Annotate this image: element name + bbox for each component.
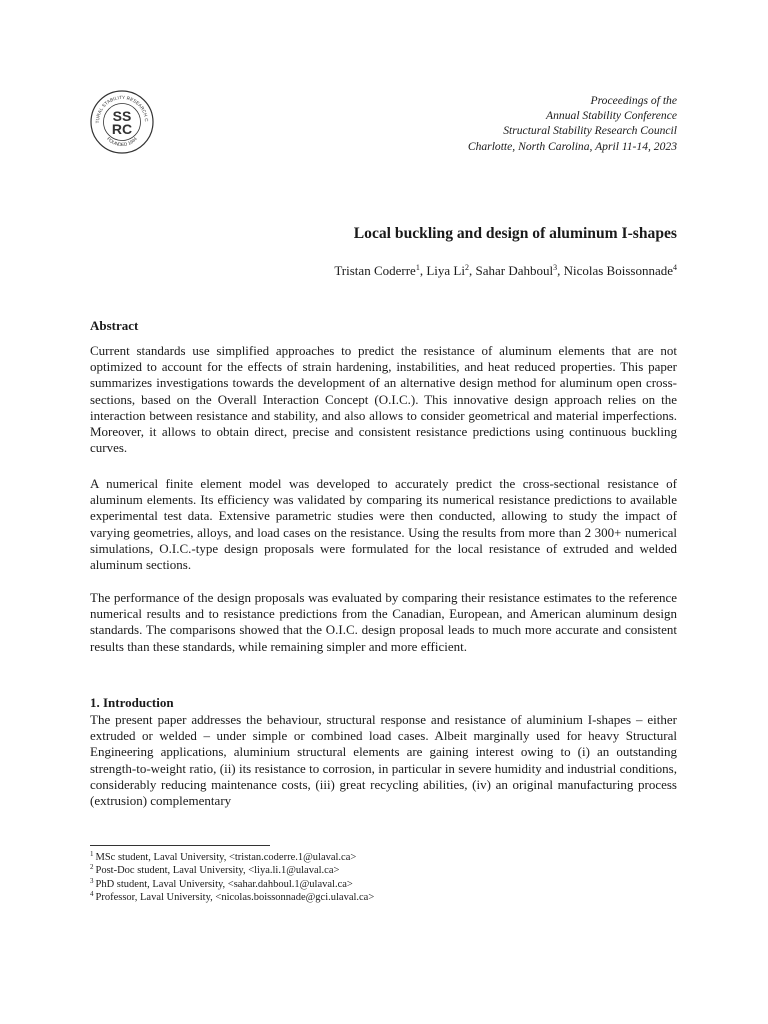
- footnotes: [90, 851, 650, 905]
- footnote-text: PhD student, Laval University, <sahar.dahboul.1@ulaval.ca>: [95, 878, 353, 890]
- footnote-mark: 2: [90, 863, 94, 872]
- author-separator: ,: [419, 263, 427, 278]
- footnote-mark: 4: [90, 890, 94, 899]
- footnote-text: MSc student, Laval University, <tristan.coderre.1@ulaval.ca>: [95, 852, 357, 863]
- author-mark: 2: [464, 263, 469, 272]
- introduction-heading: 1. Introduction: [90, 695, 174, 710]
- author-name: Liya Li: [426, 263, 465, 278]
- footnote-mark: 1: [90, 850, 94, 858]
- author-mark: 3: [553, 263, 558, 272]
- footnote: [90, 864, 650, 877]
- header-line: Charlotte, North Carolina, April 11-14, 2023: [467, 139, 677, 153]
- footnote-separator: [90, 845, 270, 846]
- author-name: Tristan Coderre: [334, 263, 416, 278]
- abstract-heading: Abstract: [90, 318, 139, 333]
- abstract-paragraph: Current standards use simplified approaches to predict the resistance of aluminum elements that are not optimized to account for the effects of strain hardening, instabilities, and heat reduced properties. This paper summarizes investigations towards the development of an alternative design method for aluminum open cross-sections, based on the Overall Interaction Concept (O.I.C.). This innovative design approach relies on the interaction between resistance and stability, and also allows to consider geometrical and material imperfections. Moreover, it allows to obtain direct, precise and consistent resistance predictions using continuous buckling curves.: [90, 343, 677, 456]
- svg-text:FOUNDED 1944: FOUNDED 1944: [106, 136, 138, 148]
- author-mark: 1: [415, 263, 420, 272]
- author-separator: ,: [557, 263, 564, 278]
- author-name: Sahar Dahboul: [475, 263, 554, 278]
- footnote: [90, 878, 650, 891]
- svg-text:SS: SS: [112, 108, 132, 124]
- author-list: [90, 262, 677, 279]
- header-line: Proceedings of the: [590, 94, 677, 107]
- footnote-text: Post-Doc student, Laval University, <liya.li.1@ulaval.ca>: [95, 865, 340, 877]
- header-line: Annual Stability Conference: [546, 109, 677, 123]
- introduction-paragraph: The present paper addresses the behaviour, structural response and resistance of aluminium I-shapes – either extruded or welded – under simple or combined load cases. Albeit marginally used for heavy Structural Engineering applications, aluminium structural elements are gaining interest owing to (i) an outstanding strength-to-weight ratio, (ii) its resistance to corrosion, in particular in severe humidity and industrial conditions, considerably reducing maintenance costs, (iii) great recycling abilities, (iv) an original manufacturing process (extrusion) complementary: [90, 712, 677, 809]
- paper-title: Local buckling and design of aluminum I-shapes: [353, 225, 677, 242]
- author-separator: ,: [468, 263, 476, 278]
- author-name: Nicolas Boissonnade: [563, 263, 673, 278]
- svg-text:STRUCTURAL STABILITY RESEARCH: TURAL STABILITY RESEARCH C: [94, 94, 150, 124]
- proceedings-header: [317, 93, 677, 154]
- footnote-text: Professor, Laval University, <nicolas.boissonnade@gci.ulaval.ca>: [95, 892, 375, 904]
- abstract-paragraph: The performance of the design proposals was evaluated by comparing their resistance estimates to the reference numerical results and to resistance predictions from the Canadian, European, and American aluminum design standards. The comparisons showed that the O.I.C. design proposal leads to much more accurate and consistent results than these standards, while remaining simpler and more efficient.: [90, 590, 677, 654]
- footnote: [90, 851, 650, 864]
- ssrc-logo: [90, 90, 154, 154]
- header-line: Structural Stability Research Council: [503, 124, 677, 138]
- footnote-mark: 3: [90, 876, 94, 885]
- abstract-paragraph: A numerical finite element model was developed to accurately predict the cross-sectional resistance of aluminum elements. Its efficiency was validated by comparing its numerical resistance predictions to available experimental test data. Extensive parametric studies were then conducted, allowing to study the impact of varying geometries, alloys, and load cases on the resistance. Using the results from more than 2 300+ numerical simulations, O.I.C.-type design proposals were formulated for the local resistance of extruded and welded aluminum sections.: [90, 476, 677, 573]
- svg-text:RC: RC: [111, 121, 133, 137]
- author-mark: 4: [673, 263, 677, 272]
- footnote: [90, 891, 650, 904]
